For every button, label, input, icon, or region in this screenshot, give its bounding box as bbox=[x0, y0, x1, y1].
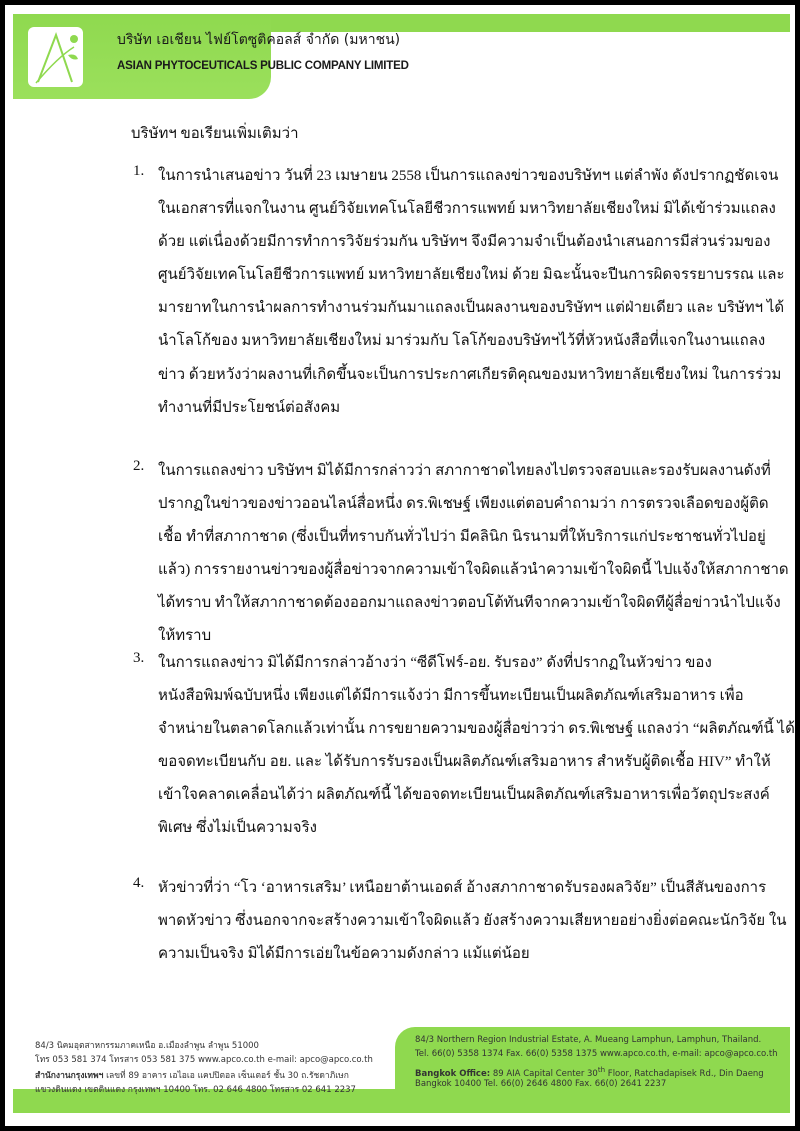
footer-th-bangkok-line1: เลขที่ 89 อาคาร เอไอเอ แคปปิตอล เซ็นเตอร์ ชั้น 30 ถ.รัชดาภิเษก bbox=[106, 1071, 349, 1081]
paragraph-line: มารยาทในการนำผลการทำงานร่วมกันมาแถลงเป็นผลงานของบริษัทฯ แต่ฝ่ายเดียว และ บริษัทฯ ได้ bbox=[158, 300, 785, 316]
paragraph-line: ด้วย แต่เนื่องด้วยมีการทำการวิจัยร่วมกัน บริษัทฯ จึงมีความจำเป็นต้องนำเสนอการมีส่วนร่วมของ bbox=[158, 234, 771, 250]
paragraph-number: 4. bbox=[133, 875, 145, 891]
paragraph-line: ข่าว ด้วยหวังว่าผลงานที่เกิดขึ้นจะเป็นการประกาศเกียรติคุณของมหาวิทยาลัยเชียงใหม่ ในการร่วม bbox=[158, 367, 782, 383]
paragraph-line: นำโลโก้ของ มหาวิทยาลัยเชียงใหม่ มาร่วมกับ โลโก้ของบริษัทฯไว้ที่หัวหนังสือที่แจกในงานแถลง bbox=[158, 333, 766, 349]
paragraph-line: ศูนย์วิจัยเทคโนโลยีชีวการแพทย์ มหาวิทยาลัยเชียงใหม่ ด้วย มิฉะนั้นจะปีนการผิดจรรยาบรรณ และ bbox=[158, 267, 785, 283]
logo-a-flower-icon bbox=[28, 27, 83, 87]
paragraph-line: ขอจดทะเบียนกับ อย. และ ได้รับการรับรองเป็นผลิตภัณฑ์เสริมอาหาร สำหรับผู้ติดเชื้อ HIV” ทำให้ bbox=[158, 754, 771, 770]
footer-th-bangkok-line2: แขวงดินแดง เขตดินแดง กรุงเทพฯ 10400 โทร. 02 646 4800 โทรสาร 02 641 2237 bbox=[35, 1085, 356, 1095]
paragraph-line: ในเอกสารที่แจกในงาน ศูนย์วิจัยเทคโนโลยีชีวการแพทย์ มหาวิทยาลัยเชียงใหม่ มิได้เข้าร่วมแถลง bbox=[158, 201, 776, 217]
footer-en-bangkok-label: Bangkok Office: bbox=[415, 1068, 491, 1079]
paragraph-line: ให้ทราบ bbox=[158, 628, 212, 644]
company-name-english: ASIAN PHYTOCEUTICALS PUBLIC COMPANY LIMITED bbox=[117, 60, 409, 72]
footer-th-bangkok-label: สำนักงานกรุงเทพฯ bbox=[35, 1071, 104, 1081]
footer-en-superscript: th bbox=[597, 1065, 606, 1074]
paragraph-line: หัวข่าวที่ว่า “โว ‘อาหารเสริม’ เหนือยาต้านเอดส์ อ้างสภากาชาดรับรองผลวิจัย” เป็นสีสันของการ bbox=[158, 880, 767, 896]
paragraph-line: ในการนำเสนอข่าว วันที่ 23 เมษายน 2558 เป็นการแถลงข่าวของบริษัทฯ แต่ลำพัง ดังปรากฏชัดเจน bbox=[158, 168, 779, 184]
paragraph-line: จำหน่ายในตลาดโลกแล้วเท่านั้น การขยายความของผู้สื่อข่าวว่า ดร.พิเชษฐ์ แถลงว่า “ผลิตภัณฑ์นี้ ได้ bbox=[158, 721, 795, 737]
paragraph-number: 3. bbox=[133, 650, 145, 666]
paragraph-line: แล้ว) การรายงานข่าวของผู้สื่อข่าวจากความเข้าใจผิดแล้วนำความเข้าใจผิดนี้ ไปแจ้งให้สภากาชาด bbox=[158, 562, 789, 578]
letter-page bbox=[5, 5, 795, 1126]
paragraph-line: พาดหัวข่าว ซึ่งนอกจากจะสร้างความเข้าใจผิดแล้ว ยังสร้างความเสียหายอย่างยิ่งต่อคณะนักวิจัย ใน bbox=[158, 913, 787, 929]
company-name-thai: บริษัท เอเชียน ไฟย์โตซูติคอลส์ จำกัด (มหาชน) bbox=[117, 32, 401, 48]
paragraph-line: ได้ทราบ ทำให้สภากาชาดต้องออกมาแถลงข่าวตอบโต้ทันทีจากความเข้าใจผิดทีผู้สื่อข่าวนำไปแจ้ง bbox=[158, 595, 781, 611]
footer-en-contact: Tel. 66(0) 5358 1374 Fax. 66(0) 5358 1375 www.apco.co.th, e-mail: apco@apco.co.th bbox=[415, 1049, 778, 1059]
footer-en-bangkok-text2: Floor, Ratchadapisek Rd., Din Daeng bbox=[605, 1068, 764, 1079]
paragraph-number: 2. bbox=[133, 458, 145, 474]
paragraph-line: ความเป็นจริง มิได้มีการเอ่ยในข้อความดังกล่าว แม้แต่น้อย bbox=[158, 946, 530, 962]
footer-en-bangkok-text: 89 AIA Capital Center 30 bbox=[490, 1068, 598, 1079]
footer-th-contact: โทร 053 581 374 โทรสาร 053 581 375 www.apco.co.th e-mail: apco@apco.co.th bbox=[35, 1055, 373, 1065]
intro-line: บริษัทฯ ขอเรียนเพิ่มเติมว่า bbox=[131, 126, 299, 142]
paragraph-line: เชื้อ ทำที่สภากาชาด (ซึ่งเป็นที่ทราบกันทั่วไปว่า มีคลินิก นิรนามที่ให้บริการแก่ประชาชนทั่วไปอยู่ bbox=[158, 529, 766, 545]
paragraph-line: พิเศษ ซึ่งไม่เป็นความจริง bbox=[158, 820, 317, 836]
paragraph-line: หนังสือพิมพ์ฉบับหนึ่ง เพียงแต่ได้มีการแจ้งว่า มีการขึ้นทะเบียนเป็นผลิตภัณฑ์เสริมอาหาร เพื่อ bbox=[158, 688, 744, 704]
footer-th-bangkok bbox=[35, 1068, 349, 1082]
footer-en-bangkok-line2: Bangkok 10400 Tel. 66(0) 2646 4800 Fax. 66(0) 2641 2237 bbox=[415, 1079, 667, 1089]
company-logo bbox=[28, 27, 83, 87]
paragraph-line: ปรากฏในข่าวของข่าวออนไลน์สื่อหนึ่ง ดร.พิเชษฐ์ เพียงแต่ตอบคำถามว่า การตรวจเลือดของผู้ติด bbox=[158, 496, 769, 512]
paragraph-line: ในการแถลงข่าว มิได้มีการกล่าวอ้างว่า “ซีดีโฟร์-อย. รับรอง” ดังที่ปรากฏในหัวข่าว ของ bbox=[158, 655, 712, 671]
footer-en-bangkok bbox=[415, 1065, 764, 1079]
footer-th-address: 84/3 นิคมอุตสาหกรรมภาคเหนือ อ.เมืองลำพูน ลำพูน 51000 bbox=[35, 1041, 259, 1051]
paragraph-number: 1. bbox=[133, 163, 145, 179]
footer-en-address: 84/3 Northern Region Industrial Estate, A. Mueang Lamphun, Lamphun, Thailand. bbox=[415, 1035, 762, 1045]
paragraph-line: ทำงานที่มีประโยชน์ต่อสังคม bbox=[158, 400, 341, 416]
paragraph-line: เข้าใจคลาดเคลื่อนได้ว่า ผลิตภัณฑ์นี้ ได้ขอจดทะเบียนเป็นผลิตภัณฑ์เสริมอาหารเพื่อวัตถุประสงค์ bbox=[158, 787, 770, 803]
paragraph-line: ในการแถลงข่าว บริษัทฯ มิได้มีการกล่าวว่า สภากาชาดไทยลงไปตรวจสอบและรองรับผลงานดังที่ bbox=[158, 463, 771, 479]
